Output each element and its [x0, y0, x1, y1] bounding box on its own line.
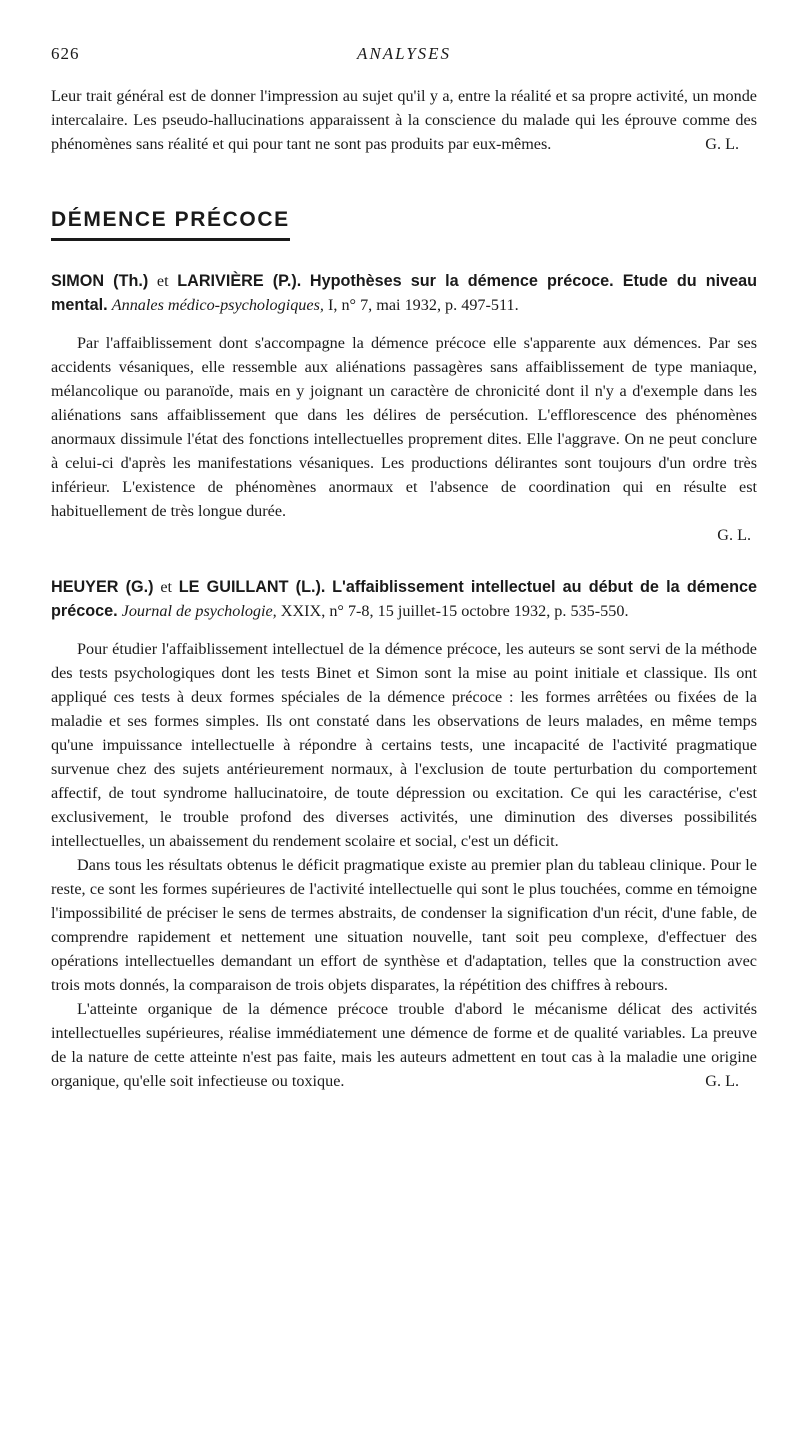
entry-heuyer-le-guillant [51, 575, 757, 1093]
entry-author: HEUYER (G.) [51, 578, 154, 596]
section-heading: DÉMENCE PRÉCOCE [51, 208, 290, 241]
running-section-title: ANALYSES [356, 44, 452, 63]
entry-citation [51, 575, 757, 623]
entry-author: LARIVIÈRE (P.). [177, 272, 302, 290]
entry-journal: Annales médico-psychologiques, [111, 296, 324, 314]
intro-paragraph [51, 84, 757, 156]
entry-reference: XXIX, n° 7-8, 15 juillet-15 octobre 1932, p. 535-550. [280, 602, 629, 620]
section-heading-wrap [51, 156, 757, 241]
entry-title: Hypothèses sur la démence précoce. Etude du niveau mental. [51, 272, 757, 314]
entry-conjunction: et [160, 578, 172, 596]
page [51, 40, 757, 1093]
entry-paragraph-text: L'atteinte organique de la démence précoce trouble d'abord le mécanisme délicat des activités intellectuelles supérieures, réalise immédiatement une démence de forme et de qualité variables. La preuve de la nature de cette atteinte n'est pas faite, mais les auteurs admettent en tout cas à la maladie une origine organique, qu'elle soit infectieuse ou toxique. [51, 1000, 757, 1090]
entry-signature: G. L. [705, 1072, 739, 1090]
entry-paragraph: Dans tous les résultats obtenus le déficit pragmatique existe au premier plan du tableau clinique. Pour le reste, ce sont les formes supérieures de l'activité intellectuelle qui sont le plus touchées, comme en témoigne l'impossibilité de préciser le sens de termes abstraits, de condenser la signification d'un récit, d'une fable, de comprendre rapidement et nettement une situation nouvelle, tant soit peu complexe, d'effectuer des opérations intellectuelles demandant un effort de synthèse et d'adaptation, telles que la construction avec trois mots donnés, la comparaison de trois objets disparates, la répétition des chiffres à rebours. [51, 856, 757, 994]
entry-paragraph: Par l'affaiblissement dont s'accompagne la démence précoce elle s'apparente aux démences. Par ses accidents vésaniques, elle ressemble aux aliénations passagères sans affaiblissement de type maniaque, mélancolique ou paranoïde, mais en y joignant un caractère de chronicité dont il n'y a d'exemple dans les aliénations sans affaiblissement que dans les délires de persécution. L'efflorescence des phénomènes anormaux dissimule l'état des fonctions intellectuelles proprement dites. Elle l'aggrave. On ne peut conclure à celui-ci d'après les manifestations vésaniques. Les productions délirantes sont toujours d'un ordre très inférieur. L'existence de phénomènes anormaux et l'absence de coordination qui en résulte est habituellement de très longue durée. [51, 334, 757, 520]
entry-reference: I, n° 7, mai 1932, p. 497-511. [327, 296, 519, 314]
entry-title: L'affaiblissement intellectuel au début de la démence précoce. [51, 578, 758, 620]
entry-journal: Journal de psychologie, [121, 602, 277, 620]
entry-author: LE GUILLANT (L.). [178, 578, 326, 596]
entry-author: SIMON (Th.) [51, 272, 149, 290]
entry-conjunction: et [156, 272, 169, 290]
entry-citation [51, 269, 757, 317]
entry-simon-lariviere [51, 269, 757, 547]
entry-signature: G. L. [717, 526, 751, 544]
page-number: 626 [51, 44, 80, 63]
entry-paragraph-final [51, 997, 757, 1093]
intro-signature: G. L. [705, 135, 739, 153]
intro-text: Leur trait général est de donner l'impression au sujet qu'il y a, entre la réalité et sa propre activité, un monde intercalaire. Les pseudo-hallucinations apparaissent à la conscience du malade qui les éprouve comme des phénomènes sans réalité et qui pour tant ne sont pas produits par eux-mêmes. [51, 87, 757, 153]
entry-paragraph: Pour étudier l'affaiblissement intellectuel de la démence précoce, les auteurs se sont servi de la méthode des tests psychologiques dont les tests Binet et Simon sont la mise au point initiale et classique. Ils ont appliqué ces tests à deux formes spéciales de la démence précoce : les formes arrêtées ou fixées de la maladie et ses formes simples. Ils ont constaté dans les observations de leurs malades, en même temps qu'une impuissance intellectuelle à répondre à certains tests, une incapacité de l'activité pragmatique survenue chez des sujets antérieurement normaux, à l'exclusion de toute perturbation du comportement affectif, de tout syndrome hallucinatoire, de toute dépression ou excitation. Ce qui les caractérise, c'est exclusivement, le trouble profond des diverses activités, une diminution des diverses possibilités intellectuelles, un abaissement du rendement scolaire et social, c'est un déficit. [51, 640, 757, 850]
running-header [51, 40, 757, 70]
